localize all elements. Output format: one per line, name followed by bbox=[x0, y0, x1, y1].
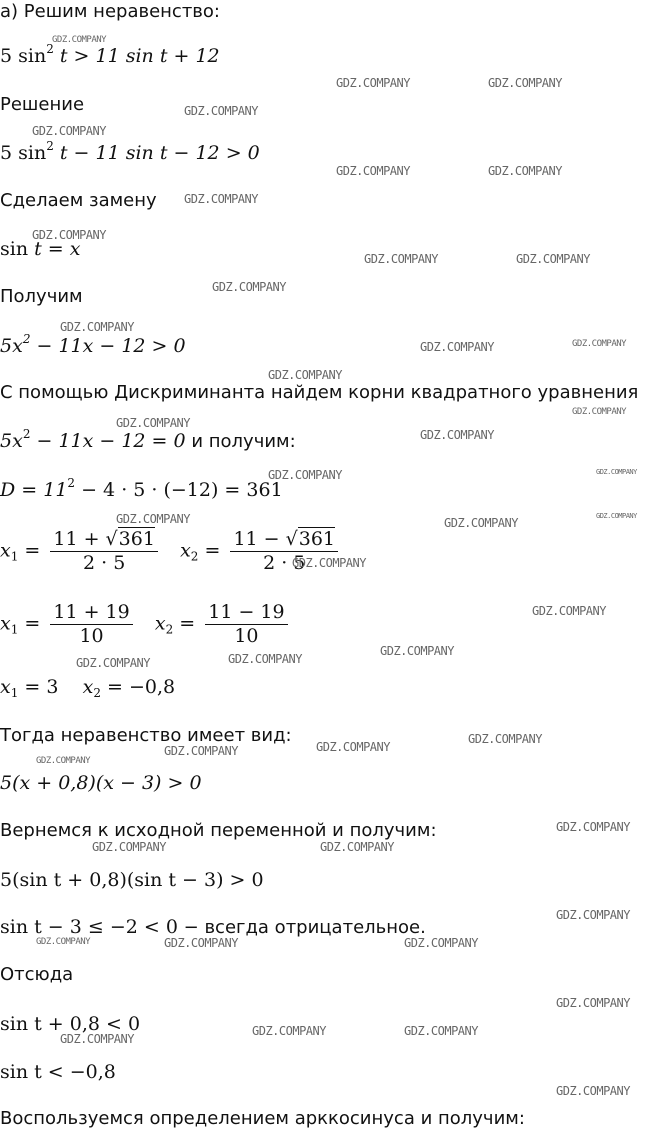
line-quadratic-inequality bbox=[0, 332, 186, 357]
watermark: GDZ.COMPANY bbox=[116, 512, 190, 526]
watermark: GDZ.COMPANY bbox=[444, 516, 518, 530]
subscript: 2 bbox=[190, 549, 199, 564]
exponent: 2 bbox=[67, 476, 76, 490]
subscript: 1 bbox=[10, 622, 19, 637]
text-part: 5x bbox=[0, 335, 23, 357]
line-sin-factored: 5(sin t + 0,8)(sin t − 3) > 0 bbox=[0, 869, 264, 891]
watermark: GDZ.COMPANY bbox=[32, 228, 106, 242]
watermark: GDZ.COMPANY bbox=[292, 556, 366, 570]
text-part: 11 + √ bbox=[53, 528, 118, 550]
line-roots-values bbox=[0, 676, 176, 700]
line-substitution-label: Сделаем замену bbox=[0, 190, 157, 211]
text-part: 5 sin bbox=[0, 142, 47, 164]
text-part: 11 − √ bbox=[233, 528, 298, 550]
subscript: 2 bbox=[165, 622, 174, 637]
radicand: 361 bbox=[298, 528, 335, 550]
var: x bbox=[154, 612, 166, 635]
line-hence-label: Отсюда bbox=[0, 964, 74, 985]
watermark: GDZ.COMPANY bbox=[164, 936, 238, 950]
watermark: GDZ.COMPANY bbox=[336, 164, 410, 178]
text-part: 5x bbox=[0, 430, 23, 452]
line-inequality bbox=[0, 42, 220, 67]
line-roots-formula bbox=[0, 530, 342, 573]
denominator: 10 bbox=[79, 625, 104, 647]
watermark: GDZ.COMPANY bbox=[52, 35, 107, 45]
exponent: 2 bbox=[22, 427, 31, 441]
fraction-root1 bbox=[50, 603, 132, 646]
line-solution-label: Решение bbox=[0, 94, 85, 115]
line-return-label: Вернемся к исходной переменной и получим: bbox=[0, 820, 437, 841]
line-form-label: Тогда неравенство имеет вид: bbox=[0, 725, 292, 746]
watermark: GDZ.COMPANY bbox=[404, 936, 478, 950]
line-discriminant-intro: С помощью Дискриминанта найдем корни квадратного уравнения bbox=[0, 382, 639, 403]
watermark: GDZ.COMPANY bbox=[184, 104, 258, 118]
numerator bbox=[230, 530, 338, 552]
watermark: GDZ.COMPANY bbox=[76, 656, 150, 670]
watermark: GDZ.COMPANY bbox=[184, 192, 258, 206]
fraction-root1 bbox=[50, 530, 158, 573]
numerator bbox=[50, 530, 158, 552]
watermark: GDZ.COMPANY bbox=[556, 996, 630, 1010]
watermark: GDZ.COMPANY bbox=[320, 840, 394, 854]
exponent: 2 bbox=[22, 332, 31, 346]
watermark: GDZ.COMPANY bbox=[316, 740, 390, 754]
watermark: GDZ.COMPANY bbox=[60, 1032, 134, 1046]
text-part: = bbox=[173, 612, 196, 635]
watermark: GDZ.COMPANY bbox=[556, 908, 630, 922]
numerator: 11 − 19 bbox=[205, 603, 287, 625]
watermark: GDZ.COMPANY bbox=[252, 1024, 326, 1038]
line-always-negative bbox=[0, 918, 426, 937]
text-part: = −0,8 bbox=[100, 676, 176, 698]
text-part: t − 11 sin t − 12 > 0 bbox=[53, 142, 260, 164]
watermark: GDZ.COMPANY bbox=[572, 407, 627, 417]
watermark: GDZ.COMPANY bbox=[36, 937, 91, 947]
var: x bbox=[82, 676, 94, 698]
var: x bbox=[0, 676, 11, 698]
watermark: GDZ.COMPANY bbox=[212, 280, 286, 294]
text-part: = bbox=[198, 539, 221, 562]
watermark: GDZ.COMPANY bbox=[572, 339, 627, 349]
line-task-heading: а) Решим неравенство: bbox=[0, 1, 220, 22]
watermark: GDZ.COMPANY bbox=[556, 820, 630, 834]
watermark: GDZ.COMPANY bbox=[596, 468, 637, 476]
watermark: GDZ.COMPANY bbox=[404, 1024, 478, 1038]
watermark: GDZ.COMPANY bbox=[60, 320, 134, 334]
radicand: 361 bbox=[118, 528, 155, 550]
text-part: = bbox=[18, 539, 41, 562]
subscript: 2 bbox=[93, 686, 101, 700]
text-part: sin t − 3 ≤ −2 < 0 bbox=[0, 916, 178, 938]
denominator: 2 · 5 bbox=[263, 552, 306, 574]
line-inequality-rearranged bbox=[0, 139, 260, 164]
watermark: GDZ.COMPANY bbox=[488, 164, 562, 178]
exponent: 2 bbox=[46, 42, 54, 56]
text-part: sin bbox=[0, 238, 35, 260]
line-get-label: Получим bbox=[0, 286, 83, 307]
subscript: 1 bbox=[10, 549, 19, 564]
watermark: GDZ.COMPANY bbox=[420, 340, 494, 354]
line-roots-simplified bbox=[0, 603, 292, 646]
watermark: GDZ.COMPANY bbox=[468, 732, 542, 746]
watermark: GDZ.COMPANY bbox=[420, 428, 494, 442]
watermark: GDZ.COMPANY bbox=[380, 644, 454, 658]
numerator: 11 + 19 bbox=[50, 603, 132, 625]
fraction-root2 bbox=[205, 603, 287, 646]
watermark: GDZ.COMPANY bbox=[516, 252, 590, 266]
denominator: 2 · 5 bbox=[83, 552, 126, 574]
text-part: = bbox=[18, 612, 41, 635]
exponent: 2 bbox=[46, 139, 54, 153]
text-part: − всегда отрицательное. bbox=[177, 917, 426, 938]
watermark: GDZ.COMPANY bbox=[92, 840, 166, 854]
watermark: GDZ.COMPANY bbox=[532, 604, 606, 618]
watermark: GDZ.COMPANY bbox=[596, 512, 637, 520]
text-part: − 4 · 5 · (−12) = 361 bbox=[75, 479, 283, 501]
line-sin-inequality: sin t + 0,8 < 0 bbox=[0, 1013, 141, 1035]
subscript: 1 bbox=[10, 686, 19, 700]
watermark: GDZ.COMPANY bbox=[488, 76, 562, 90]
watermark: GDZ.COMPANY bbox=[32, 124, 106, 138]
var: x bbox=[0, 539, 11, 562]
line-arccos-label: Воспользуемся определением арккосинуса и получим: bbox=[0, 1108, 525, 1129]
text-part: = 3 bbox=[18, 676, 59, 698]
var: x bbox=[0, 612, 11, 635]
line-substitution bbox=[0, 240, 80, 259]
text-part: t > 11 sin t + 12 bbox=[53, 45, 220, 67]
text-part: − 11x − 12 > 0 bbox=[30, 335, 186, 357]
line-sin-result: sin t < −0,8 bbox=[0, 1061, 116, 1083]
watermark: GDZ.COMPANY bbox=[364, 252, 438, 266]
text-part: D = 11 bbox=[0, 479, 68, 501]
watermark: GDZ.COMPANY bbox=[116, 416, 190, 430]
denominator: 10 bbox=[234, 625, 259, 647]
text-part: и получим: bbox=[185, 431, 296, 452]
line-factored-inequality: 5(x + 0,8)(x − 3) > 0 bbox=[0, 772, 202, 794]
text-part: − 11x − 12 = 0 bbox=[30, 430, 186, 452]
line-quadratic-equation bbox=[0, 427, 296, 452]
text-part: 5 sin bbox=[0, 45, 47, 67]
watermark: GDZ.COMPANY bbox=[268, 468, 342, 482]
watermark: GDZ.COMPANY bbox=[268, 368, 342, 382]
watermark: GDZ.COMPANY bbox=[336, 76, 410, 90]
watermark: GDZ.COMPANY bbox=[556, 1084, 630, 1098]
watermark: GDZ.COMPANY bbox=[164, 744, 238, 758]
var: x bbox=[180, 539, 191, 562]
watermark: GDZ.COMPANY bbox=[36, 756, 91, 766]
text-part: t = x bbox=[34, 238, 81, 260]
line-discriminant bbox=[0, 476, 283, 501]
watermark: GDZ.COMPANY bbox=[228, 652, 302, 666]
